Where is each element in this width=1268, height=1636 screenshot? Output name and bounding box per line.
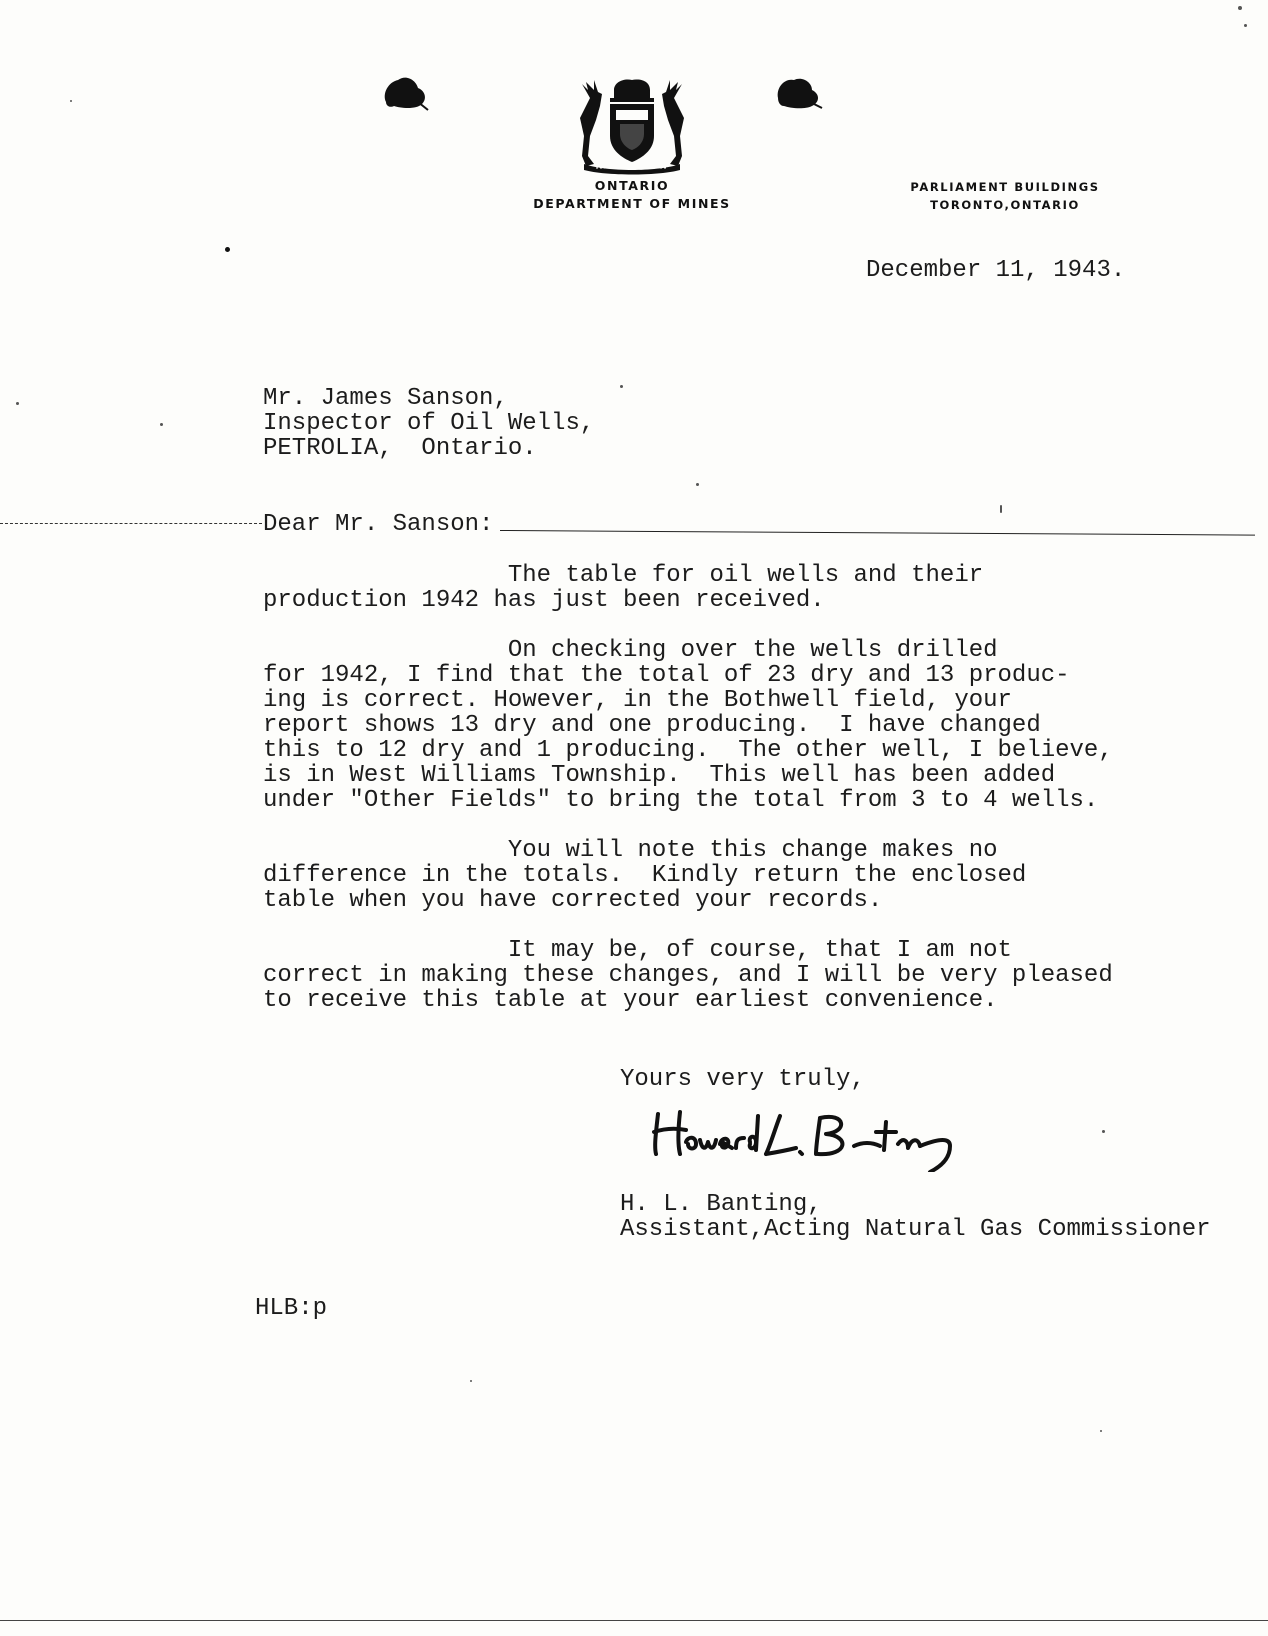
letterhead-department: DEPARTMENT OF MINES bbox=[533, 196, 731, 211]
ontario-coat-of-arms-icon bbox=[576, 76, 688, 176]
body-line: to receive this table at your earliest convenience. bbox=[263, 987, 998, 1014]
letterhead-ontario: ONTARIO bbox=[594, 178, 670, 193]
body-line: under "Other Fields" to bring the total from 3 to 4 wells. bbox=[263, 787, 1099, 814]
body-line: report shows 13 dry and one producing. I have changed bbox=[263, 712, 1041, 739]
handwritten-signature bbox=[650, 1102, 980, 1172]
body-line: ing is correct. However, in the Bothwell field, your bbox=[263, 687, 1012, 714]
letterhead-address-line1: PARLIAMENT BUILDINGS bbox=[910, 180, 1100, 194]
speck bbox=[696, 483, 699, 486]
body-line: is in West Williams Township. This well has been added bbox=[263, 762, 1056, 789]
recipient-line: Inspector of Oil Wells, bbox=[263, 410, 595, 437]
body-line: correct in making these changes, and I will be very pleased bbox=[263, 962, 1113, 989]
salutation: Dear Mr. Sanson: bbox=[263, 511, 494, 538]
speck bbox=[225, 247, 230, 252]
body-line: It may be, of course, that I am not bbox=[263, 937, 1012, 964]
ink-blot-right bbox=[774, 72, 824, 112]
body-line: this to 12 dry and 1 producing. The other well, I believe, bbox=[263, 737, 1113, 764]
recipient-line: Mr. James Sanson, bbox=[263, 385, 508, 412]
body-line: difference in the totals. Kindly return the enclosed bbox=[263, 862, 1027, 889]
bottom-edge-line bbox=[0, 1620, 1268, 1621]
body-line: On checking over the wells drilled bbox=[263, 637, 998, 664]
speck bbox=[160, 423, 163, 426]
speck bbox=[1100, 1430, 1102, 1432]
letter-date: December 11, 1943. bbox=[866, 257, 1126, 284]
speck bbox=[470, 1380, 472, 1382]
fold-line-left bbox=[0, 523, 262, 524]
speck bbox=[70, 100, 72, 102]
signer-title: Assistant,Acting Natural Gas Commissioner bbox=[620, 1216, 1211, 1243]
closing: Yours very truly, bbox=[620, 1066, 865, 1093]
body-line: You will note this change makes no bbox=[263, 837, 998, 864]
signer-name: H. L. Banting, bbox=[620, 1191, 822, 1218]
speck bbox=[620, 385, 623, 388]
speck bbox=[1102, 1130, 1105, 1133]
letterhead-address-line2: TORONTO,ONTARIO bbox=[930, 198, 1080, 212]
body-line: for 1942, I find that the total of 23 dry and 13 produc- bbox=[263, 662, 1070, 689]
speck bbox=[1244, 24, 1247, 27]
ink-blot-left bbox=[380, 72, 430, 112]
speck bbox=[1238, 6, 1242, 10]
fold-line-right bbox=[500, 530, 1255, 536]
recipient-line: PETROLIA, Ontario. bbox=[263, 435, 537, 462]
body-line: table when you have corrected your records. bbox=[263, 887, 883, 914]
body-line: The table for oil wells and their bbox=[263, 562, 984, 589]
speck bbox=[1000, 505, 1002, 513]
speck bbox=[16, 402, 19, 405]
reference-initials: HLB:p bbox=[255, 1295, 328, 1322]
body-line: production 1942 has just been received. bbox=[263, 587, 825, 614]
